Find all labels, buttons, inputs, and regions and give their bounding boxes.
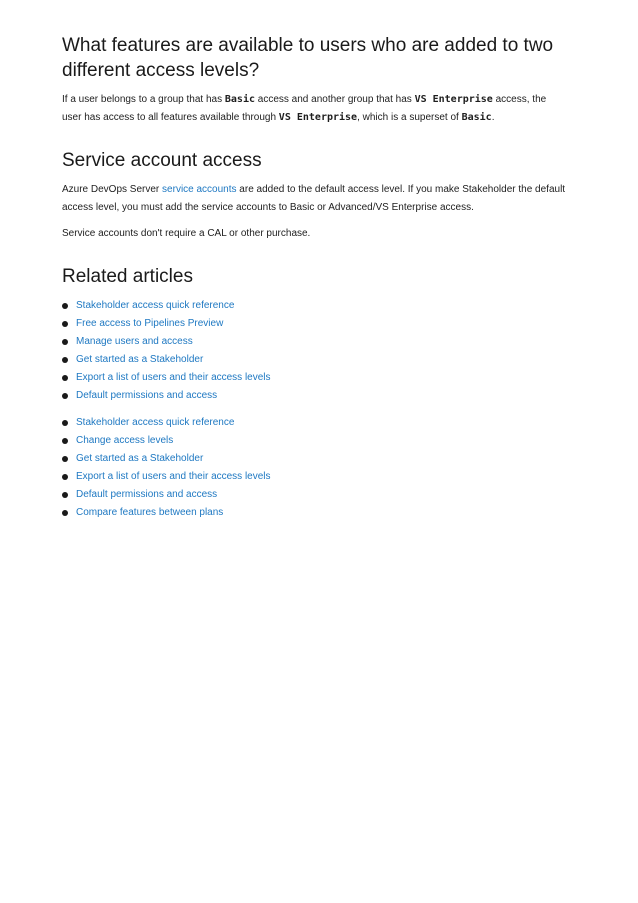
service-account-heading: Service account access (62, 150, 262, 171)
list-item (62, 369, 568, 387)
related-link[interactable]: Stakeholder access quick reference (76, 417, 235, 428)
bullet-icon (62, 420, 68, 426)
bullet-icon (62, 375, 68, 381)
related-link[interactable]: Free access to Pipelines Preview (76, 318, 224, 329)
related-link[interactable]: Manage users and access (76, 336, 193, 347)
bullet-icon (62, 510, 68, 516)
features-heading: What features are available to users who are added to two different access levels? (62, 35, 554, 81)
list-item (62, 414, 568, 432)
related-link[interactable]: Export a list of users and their access levels (76, 471, 271, 482)
list-item (62, 333, 568, 351)
related-articles-list-2 (62, 414, 568, 522)
bullet-icon (62, 456, 68, 462)
list-item (62, 315, 568, 333)
bullet-icon (62, 339, 68, 345)
related-link[interactable]: Default permissions and access (76, 489, 218, 500)
list-item (62, 486, 568, 504)
code-vs-enterprise: VS Enterprise (278, 112, 358, 123)
bullet-icon (62, 474, 68, 480)
related-link[interactable]: Export a list of users and their access levels (76, 372, 271, 383)
related-articles-heading: Related articles (62, 266, 193, 287)
bullet-icon (62, 492, 68, 498)
related-link[interactable]: Compare features between plans (76, 507, 224, 518)
list-item (62, 468, 568, 486)
bullet-icon (62, 393, 68, 399)
related-link[interactable]: Get started as a Stakeholder (76, 354, 204, 365)
related-link[interactable]: Default permissions and access (76, 390, 218, 401)
features-paragraph: If a user belongs to a group that has Basic access and another group that has VS Enterprise access, the user has access to all features available through VS Enterprise, which is a superset of Basic. (62, 94, 547, 123)
service-account-paragraph: Azure DevOps Server service accounts are added to the default access level. If you make Stakeholder the default access level, you must add the service accounts to Basic or Advanced/VS Enterprise access. (62, 184, 566, 213)
code-basic: Basic (224, 94, 255, 105)
bullet-icon (62, 321, 68, 327)
list-item (62, 297, 568, 315)
code-basic: Basic (461, 112, 492, 123)
list-item (62, 387, 568, 405)
list-item (62, 504, 568, 522)
list-item (62, 450, 568, 468)
code-vs-enterprise: VS Enterprise (414, 94, 493, 105)
related-link[interactable]: Change access levels (76, 435, 174, 446)
related-link[interactable]: Stakeholder access quick reference (76, 300, 235, 311)
service-accounts-link[interactable]: service accounts (162, 184, 237, 195)
service-account-cal-note: Service accounts don't require a CAL or other purchase. (62, 228, 311, 239)
list-item (62, 432, 568, 450)
bullet-icon (62, 357, 68, 363)
list-item (62, 351, 568, 369)
bullet-icon (62, 303, 68, 309)
bullet-icon (62, 438, 68, 444)
related-articles-list-1 (62, 297, 568, 405)
related-link[interactable]: Get started as a Stakeholder (76, 453, 204, 464)
